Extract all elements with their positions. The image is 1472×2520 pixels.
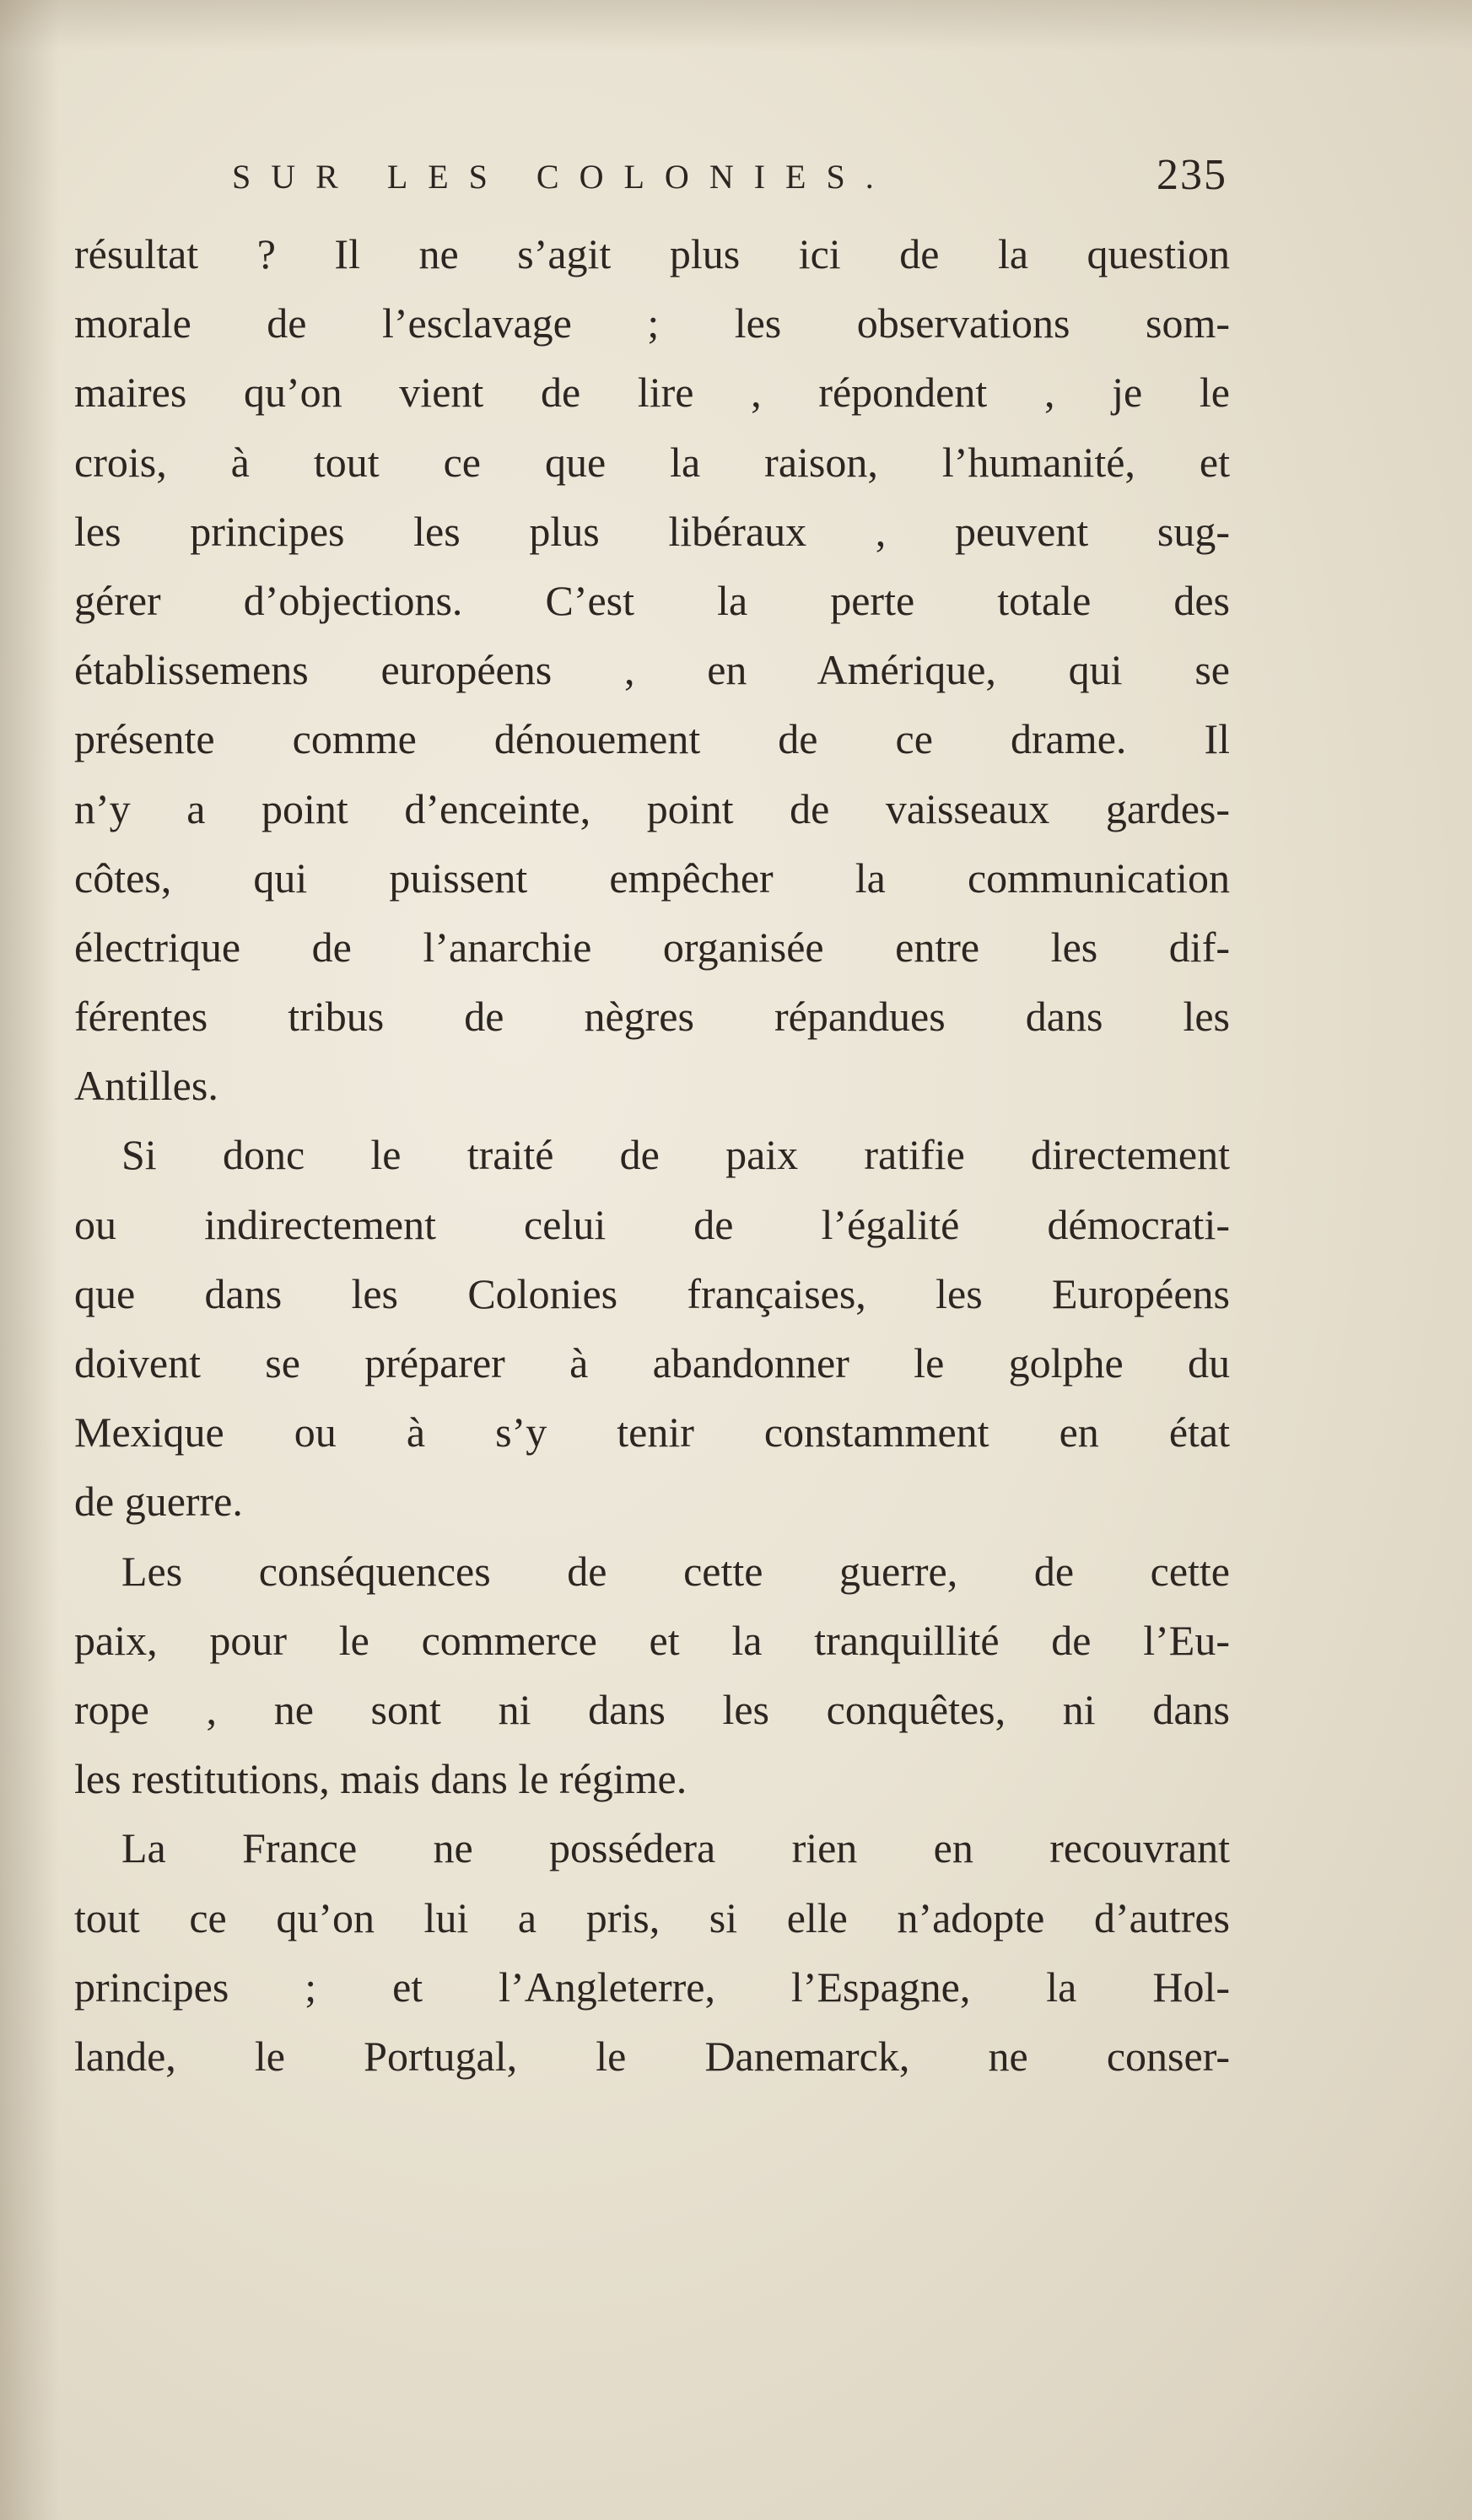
text-line: de guerre. — [74, 1478, 243, 1526]
running-head — [76, 150, 1227, 218]
top-edge-shadow — [0, 0, 1472, 51]
text-line: gérer d’objections. C’est la perte totale des — [74, 576, 1230, 624]
text-line: lande, le Portugal, le Danemarck, ne conser- — [74, 2032, 1230, 2080]
text-line: paix, pour le commerce et la tranquillité de l’Eu- — [74, 1616, 1230, 1664]
text-line: les principes les plus libéraux , peuvent sug- — [74, 507, 1230, 555]
text-line: que dans les Colonies françaises, les Européens — [74, 1269, 1230, 1317]
text-line: Les conséquences de cette guerre, de cette — [121, 1547, 1230, 1595]
text-line: Antilles. — [74, 1062, 218, 1110]
text-line: crois, à tout ce que la raison, l’humanité, et — [74, 438, 1230, 486]
text-line: ou indirectement celui de l’égalité démocrati- — [74, 1200, 1230, 1248]
text-line: morale de l’esclavage ; les observations som- — [74, 299, 1230, 347]
text-line: Si donc le traité de paix ratifie directement — [121, 1131, 1230, 1179]
text-line: maires qu’on vient de lire , répondent , je le — [74, 369, 1230, 417]
running-title: SUR LES COLONIES. — [232, 158, 894, 196]
text-line: La France ne possédera rien en recouvrant — [121, 1824, 1230, 1872]
text-line: n’y a point d’enceinte, point de vaisseaux gardes- — [74, 784, 1230, 832]
text-line: Mexique ou à s’y tenir constamment en état — [74, 1408, 1230, 1457]
text-line: tout ce qu’on lui a pris, si elle n’adopte d’autres — [74, 1893, 1230, 1941]
spine-shadow — [0, 0, 59, 2520]
text-line: férentes tribus de nègres répandues dans les — [74, 993, 1230, 1041]
text-line: principes ; et l’Angleterre, l’Espagne, la Hol- — [74, 1963, 1230, 2011]
text-line: côtes, qui puissent empêcher la communication — [74, 853, 1230, 902]
page-number: 235 — [1157, 151, 1227, 199]
text-line: établissemens européens , en Amérique, qui se — [74, 646, 1230, 694]
text-line: résultat ? Il ne s’agit plus ici de la question — [74, 230, 1230, 277]
text-line: les restitutions, mais dans le régime. — [74, 1755, 687, 1803]
text-line: présente comme dénouement de ce drame. Il — [74, 715, 1230, 763]
text-line: électrique de l’anarchie organisée entre les dif- — [74, 923, 1230, 971]
body-text — [74, 219, 1230, 2091]
text-line: doivent se préparer à abandonner le golphe du — [74, 1339, 1230, 1387]
text-line: rope , ne sont ni dans les conquêtes, ni dans — [74, 1685, 1230, 1733]
